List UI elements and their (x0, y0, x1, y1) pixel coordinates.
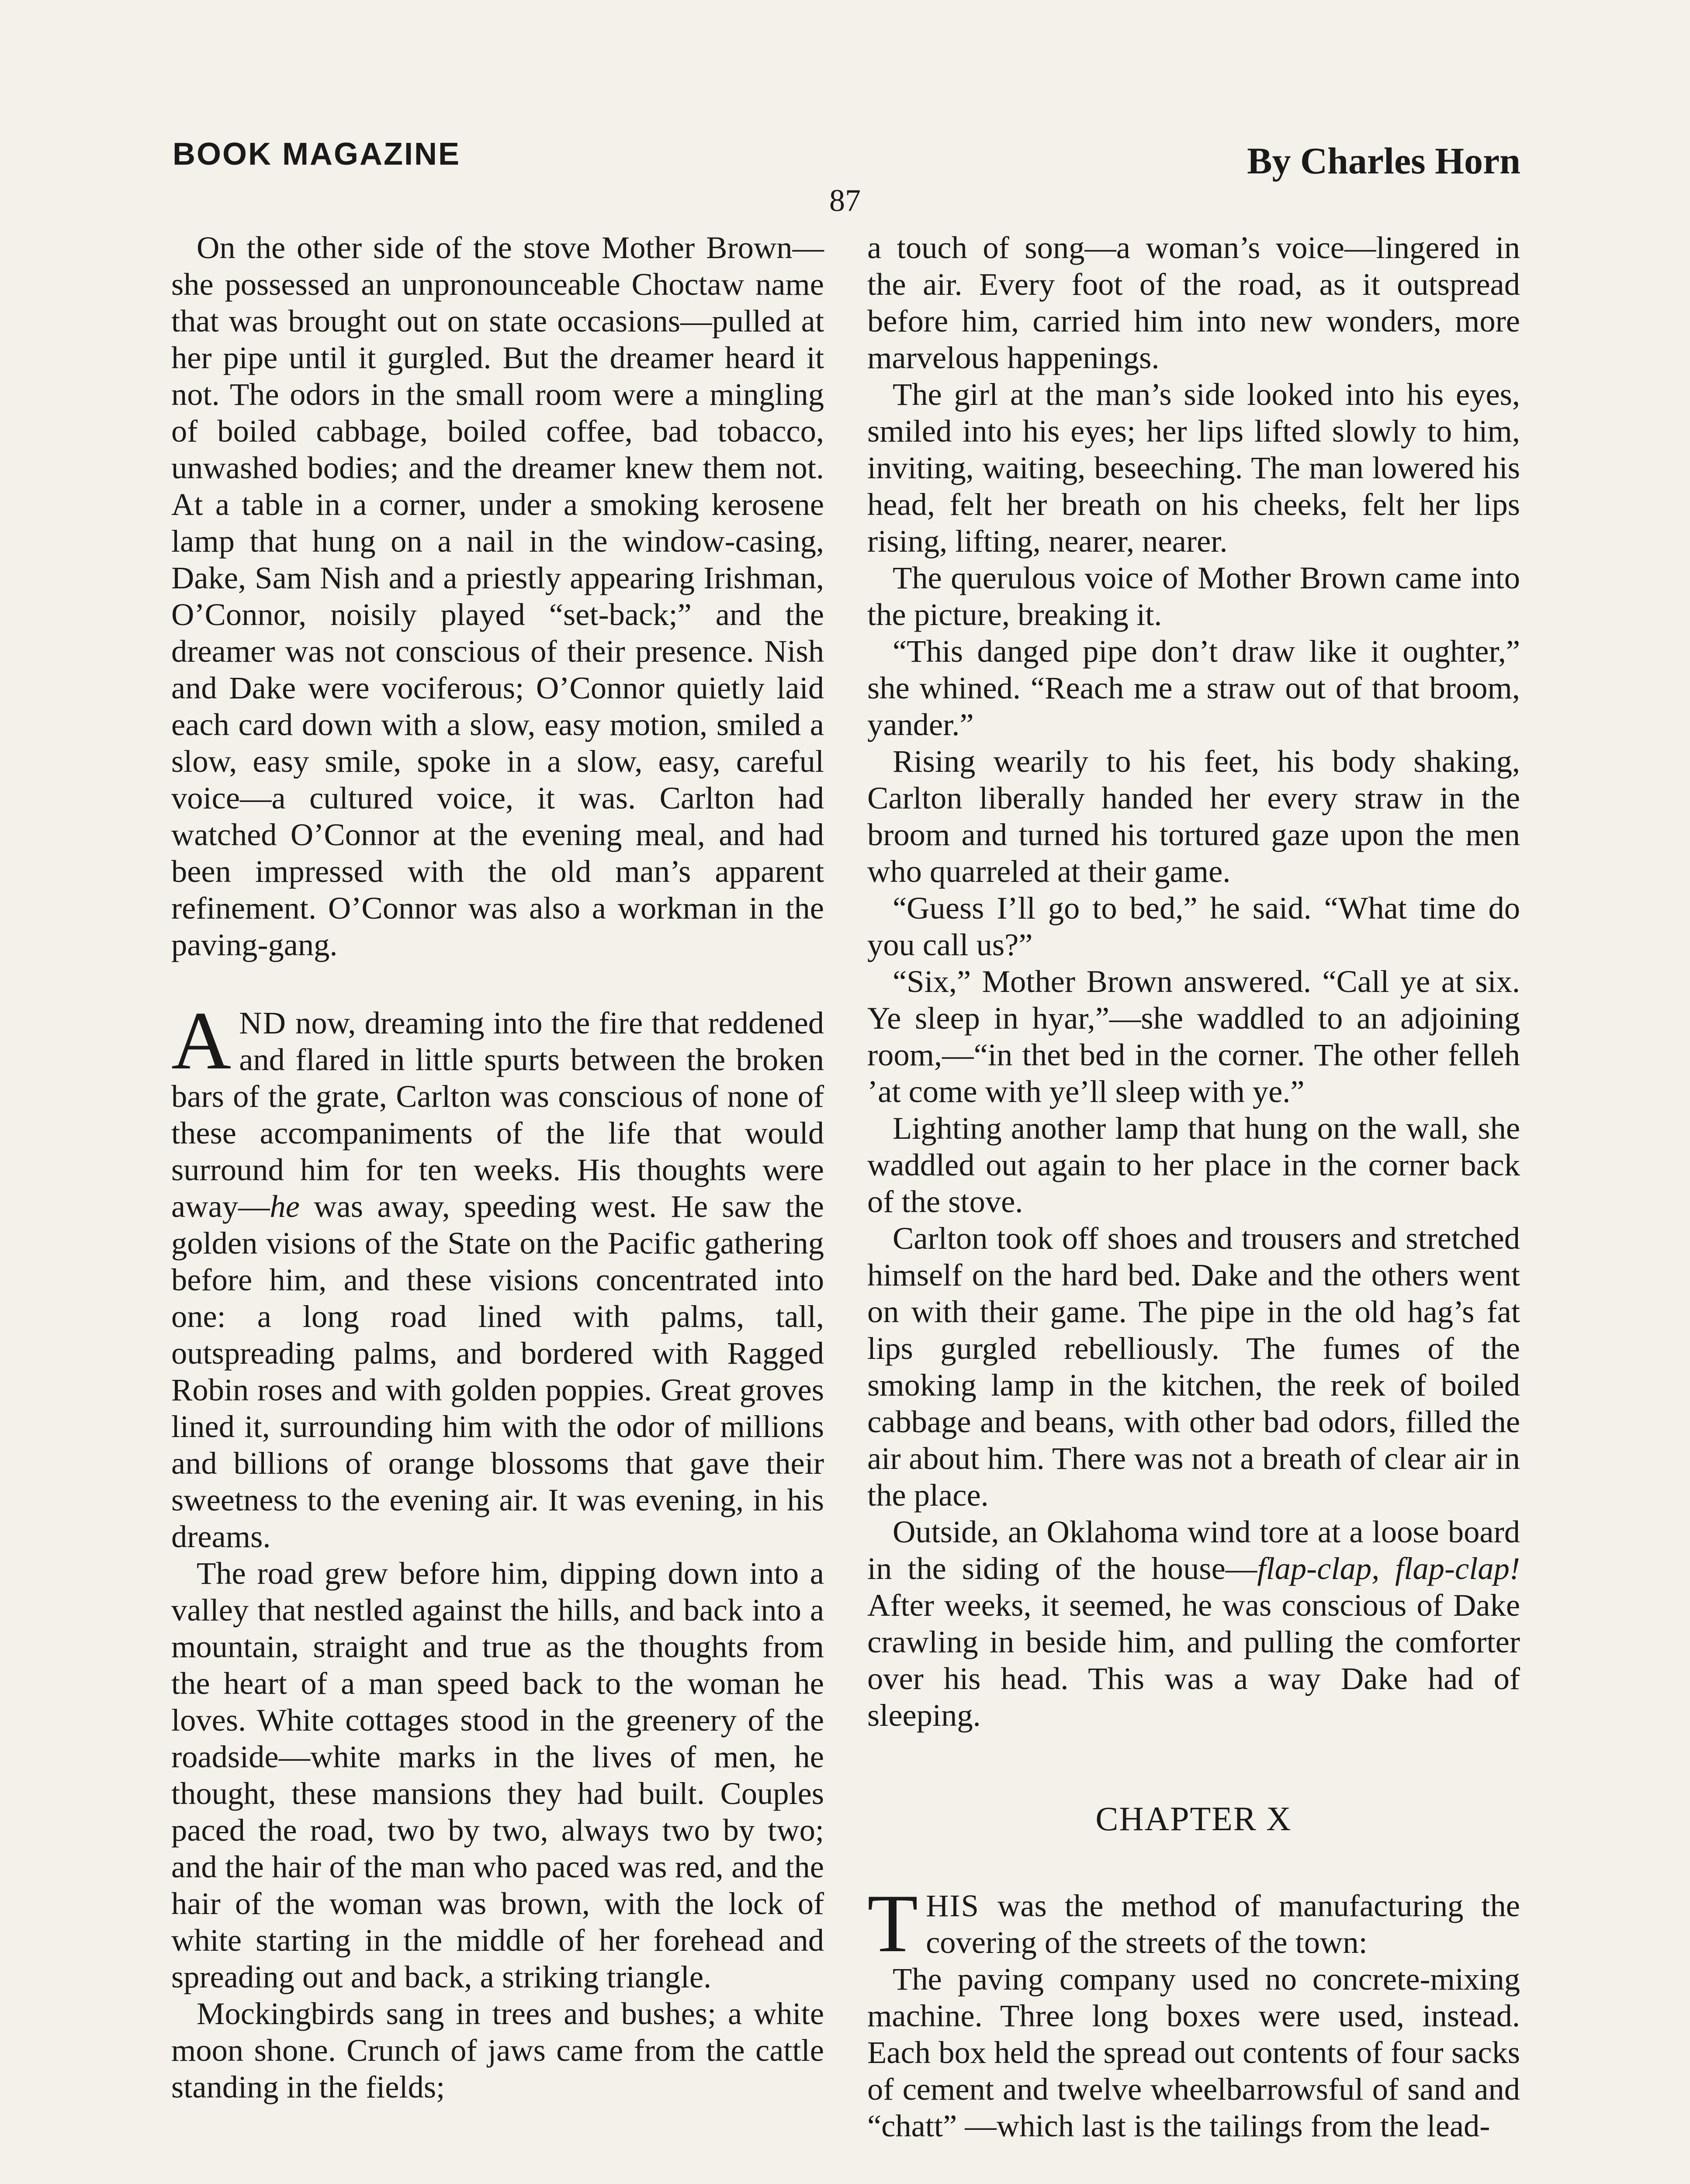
drop-cap: T (867, 1878, 918, 1970)
paragraph: Lighting another lamp that hung on the wall, she waddled out again to her place in the corner back of the stove. (867, 1110, 1520, 1219)
chapter-heading: CHAPTER X (1095, 1800, 1292, 1838)
paragraph: “Six,” Mother Brown answered. “Call ye at six. Ye sleep in hyar,”—she waddled to an adjoining room,—“in thet bed in the corner. The other felleh ’at come with ye’ll sleep with ye.” (867, 964, 1520, 1109)
paragraph-text: now, dreaming into the fire that reddened and flared in little spurts between the broken bars of the grate, Carlton was conscious of none of these accompaniments of the life that would surround him for ten weeks. His thoughts were away— (171, 1005, 824, 1224)
paragraph: On the other side of the stove Mother Brown—she possessed an unpronounceable Choctaw name that was brought out on state occasions—pulled at her pipe until it gurgled. But the dreamer heard it not. The odors in the small room were a mingling of boiled cabbage, boiled coffee, bad tobacco, unwashed bodies; and the dreamer knew them not. At a table in a corner, under a smoking kerosene lamp that hung on a nail in the window-casing, Dake, Sam Nish and a priestly appearing Irishman, O’Connor, noisily played “set-back;” and the dreamer was not conscious of their presence. Nish and Dake were vociferous; O’Connor quietly laid each card down with a slow, easy motion, smiled a slow, easy smile, spoke in a slow, easy, careful voice—a cultured voice, it was. Carlton had watched O’Connor at the evening meal, and had been impressed with the old man’s apparent refinement. O’Connor was also a workman in the paving-gang. (171, 230, 824, 962)
author-byline: By Charles Horn (1247, 140, 1520, 182)
paragraph: The girl at the man’s side looked into his eyes, smiled into his eyes; her lips lifted slowly to him, inviting, waiting, beseeching. The man lowered his head, felt her breath on his cheeks, felt her lips rising, lifting, nearer, nearer. (867, 377, 1520, 559)
page-number: 87 (829, 183, 861, 218)
paragraph: The paving company used no concrete-mixing machine. Three long boxes were used, instead. Each box held the spread out contents of four sacks of cement and twelve wheelbarrowsful of sand and “chatt” —which last is the tailings from the lead- (867, 1961, 1520, 2143)
paragraph: a touch of song—a woman’s voice—lingered in the air. Every foot of the road, as it outspread before him, carried him into new wonders, more marvelous happenings. (867, 230, 1520, 375)
paragraph-text: was the method of manufacturing the covering of the streets of the town: (926, 1888, 1520, 1960)
paragraph-text: was away, speeding west. He saw the golden visions of the State on the Pacific gathering before him, and these visions concentrated into one: a long road lined with palms, tall, outspreading palms, and bordered with Ragged Robin roses and with golden poppies. Great groves lined it, surrounding him with the odor of millions and billions of orange blossoms that gave their sweetness to the evening air. It was evening, in his dreams. (171, 1189, 824, 1554)
drop-cap: A (171, 995, 232, 1087)
paragraph (867, 1878, 1520, 1970)
paragraph: The road grew before him, dipping down into a valley that nestled against the hills, and back into a mountain, straight and true as the thoughts from the heart of a man speed back to the woman he loves. White cottages stood in the greenery of the roadside—white marks in the lives of men, he thought, these mansions they had built. Couples paced the road, two by two, always two by two; and the hair of the man who paced was red, and the hair of the woman was brown, with the lock of white starting in the middle of her forehead and spreading out and back, a striking triangle. (171, 1555, 824, 1994)
publication-title: BOOK MAGAZINE (173, 137, 461, 172)
paragraph: Mockingbirds sang in trees and bushes; a white moon shone. Crunch of jaws came from the cattle standing in the fields; (171, 1996, 824, 2105)
right-column (867, 229, 1520, 2144)
paragraph-text: After weeks, it seemed, he was conscious of Dake crawling in beside him, and pulling the comforter over his head. This was a way Dake had of sleeping. (867, 1587, 1520, 1733)
paragraph: “This danged pipe don’t draw like it oughter,” she whined. “Reach me a straw out of that broom, yander.” (867, 633, 1520, 742)
paragraph (867, 1514, 1520, 1734)
italic-text: he (270, 1189, 300, 1224)
left-column (171, 229, 824, 2105)
small-caps-lead: HIS (926, 1888, 980, 1923)
small-caps-lead: ND (239, 1005, 287, 1040)
paragraph: “Guess I’ll go to bed,” he said. “What time do you call us?” (867, 890, 1520, 962)
paragraph: Rising wearily to his feet, his body shaking, Carlton liberally handed her every straw in the broom and turned his tortured gaze upon the men who quarreled at their game. (867, 743, 1520, 889)
italic-text: flap-clap, flap-clap! (1257, 1551, 1520, 1586)
paragraph: The querulous voice of Mother Brown came into the picture, breaking it. (867, 560, 1520, 632)
paragraph-text: Outside, an Oklahoma wind tore at a loose board in the siding of the house— (867, 1514, 1520, 1586)
paragraph (171, 995, 824, 1555)
paragraph: Carlton took off shoes and trousers and stretched himself on the hard bed. Dake and the others went on with their game. The pipe in the old hag’s fat lips gurgled rebelliously. The fumes of the smoking lamp in the kitchen, the reek of boiled cabbage and beans, with other bad odors, filled the air about him. There was not a breath of clear air in the place. (867, 1220, 1520, 1513)
